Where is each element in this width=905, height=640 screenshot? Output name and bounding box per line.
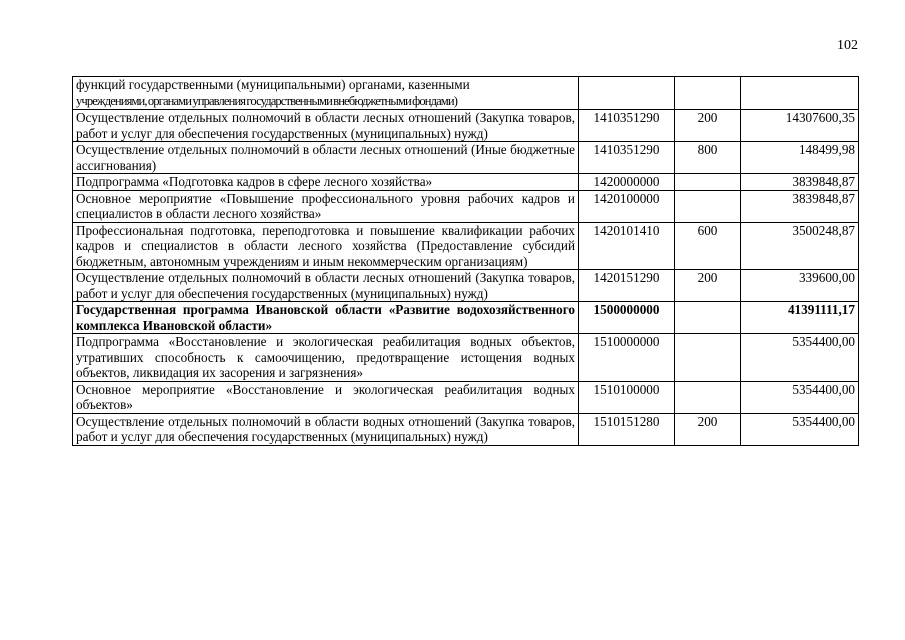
- amount: 3839848,87: [741, 174, 859, 191]
- item-name: Осуществление отдельных полномочий в области лесных отношений (Закупка товаров, работ и услуг для обеспечения государственных (муниципальных) нужд): [73, 270, 579, 302]
- expense-type: 200: [675, 110, 741, 142]
- table-row: [73, 222, 859, 270]
- target-code: 1420000000: [579, 174, 675, 191]
- target-code: 1510000000: [579, 334, 675, 382]
- expense-type: [675, 174, 741, 191]
- item-name: Осуществление отдельных полномочий в области лесных отношений (Закупка товаров, работ и услуг для обеспечения государственных (муниципальных) нужд): [73, 110, 579, 142]
- page-number: 102: [837, 38, 858, 53]
- target-code: 1510100000: [579, 381, 675, 413]
- item-name: Основное мероприятие «Повышение профессионального уровня рабочих кадров и специалистов в области лесного хозяйства»: [73, 190, 579, 222]
- target-code: 1500000000: [579, 302, 675, 334]
- target-code: 1410351290: [579, 142, 675, 174]
- expense-type: 200: [675, 270, 741, 302]
- amount: 3500248,87: [741, 222, 859, 270]
- table-row: [73, 270, 859, 302]
- target-code: 1410351290: [579, 110, 675, 142]
- item-name: Государственная программа Ивановской области «Развитие водохозяйственного комплекса Ивановской области»: [73, 302, 579, 334]
- budget-table: [72, 76, 859, 446]
- target-code: [579, 77, 675, 110]
- amount: 339600,00: [741, 270, 859, 302]
- target-code: 1420151290: [579, 270, 675, 302]
- item-name: Профессиональная подготовка, переподготовка и повышение квалификации рабочих кадров и специалистов в области лесного хозяйства (Предоставление субсидий бюджетным, автономным учреждениям и иным некоммерческим организациям): [73, 222, 579, 270]
- table-row: [73, 142, 859, 174]
- item-name-line: учреждениями, органами управления государственными внебюджетными фондами): [76, 93, 458, 108]
- amount: 5354400,00: [741, 413, 859, 445]
- table-row: [73, 190, 859, 222]
- amount: 5354400,00: [741, 334, 859, 382]
- amount: 41391111,17: [741, 302, 859, 334]
- expense-type: [675, 77, 741, 110]
- table-row: [73, 413, 859, 445]
- amount: 3839848,87: [741, 190, 859, 222]
- amount: 14307600,35: [741, 110, 859, 142]
- expense-type: [675, 302, 741, 334]
- expense-type: 800: [675, 142, 741, 174]
- target-code: 1510151280: [579, 413, 675, 445]
- table-row: [73, 174, 859, 191]
- item-name-line: функций государственными (муниципальными) органами, казенными: [76, 77, 470, 92]
- item-name: Осуществление отдельных полномочий в области лесных отношений (Иные бюджетные ассигнования): [73, 142, 579, 174]
- item-name: Подпрограмма «Восстановление и экологическая реабилитация водных объектов, утративших способность к самоочищению, предотвращение истощения водных объектов, ликвидация их засорения и загрязнения»: [73, 334, 579, 382]
- table-row: [73, 381, 859, 413]
- amount: [741, 77, 859, 110]
- table-row-program: [73, 302, 859, 334]
- table-row: [73, 334, 859, 382]
- amount: 148499,98: [741, 142, 859, 174]
- item-name: Подпрограмма «Подготовка кадров в сфере лесного хозяйства»: [73, 174, 579, 191]
- table-row: [73, 110, 859, 142]
- expense-type: [675, 334, 741, 382]
- expense-type: 600: [675, 222, 741, 270]
- expense-type: [675, 381, 741, 413]
- target-code: 1420100000: [579, 190, 675, 222]
- amount: 5354400,00: [741, 381, 859, 413]
- item-name: Основное мероприятие «Восстановление и экологическая реабилитация водных объектов»: [73, 381, 579, 413]
- table-row: [73, 77, 859, 110]
- target-code: 1420101410: [579, 222, 675, 270]
- item-name: [73, 77, 579, 110]
- expense-type: [675, 190, 741, 222]
- item-name: Осуществление отдельных полномочий в области водных отношений (Закупка товаров, работ и услуг для обеспечения государственных (муниципальных) нужд): [73, 413, 579, 445]
- expense-type: 200: [675, 413, 741, 445]
